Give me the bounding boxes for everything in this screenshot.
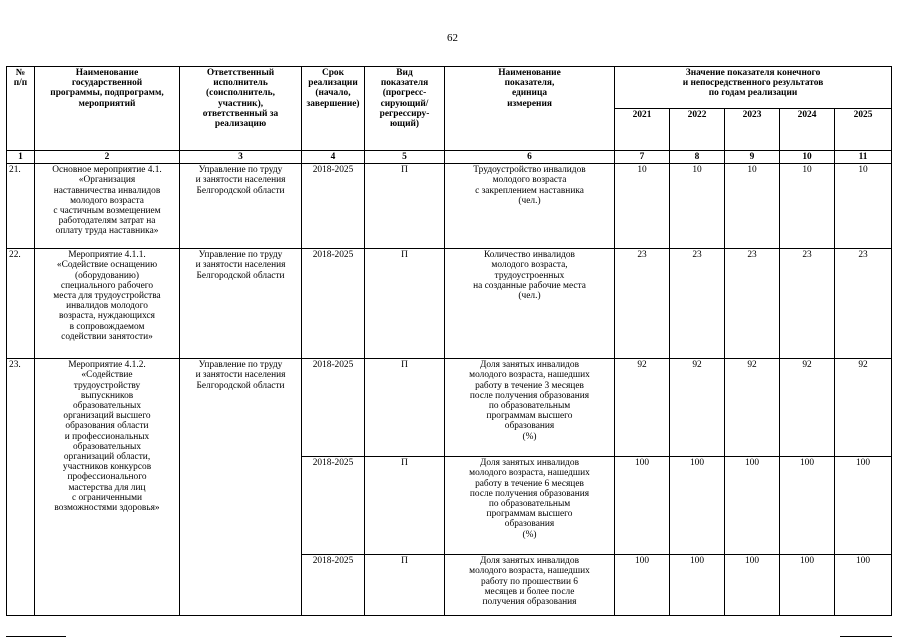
value-cell: 92 xyxy=(615,359,670,457)
value-cell: 92 xyxy=(835,359,892,457)
table-row xyxy=(7,164,892,249)
column-number: 6 xyxy=(445,151,615,164)
row-number: 21. xyxy=(7,164,35,249)
value-cell: 23 xyxy=(835,249,892,359)
value-cell: 100 xyxy=(725,555,780,616)
indicators-table xyxy=(6,66,892,616)
value-cell: 100 xyxy=(835,457,892,555)
value-cell: 92 xyxy=(670,359,725,457)
scan-edge-line-right xyxy=(840,636,892,637)
responsible-executor: Управление по труду и занятости населения Белгородской области xyxy=(180,164,302,249)
measure-name: Мероприятие 4.1.2. «Содействие трудоустройству выпускников образовательных организаций высшего образования области и профессиональных образовательных организаций области, участников конкурсов профессионального мастерства для лиц с ограниченными возможностями здоровья» xyxy=(35,359,180,616)
table-header xyxy=(7,67,892,151)
header-year: 2021 xyxy=(615,109,670,151)
column-number: 1 xyxy=(7,151,35,164)
column-number: 7 xyxy=(615,151,670,164)
value-cell: 100 xyxy=(835,555,892,616)
header-period: Срок реализации (начало, завершение) xyxy=(302,67,365,151)
header-indicator-type: Вид показателя (прогресс- сирующий/ регрессиру- ющий) xyxy=(365,67,445,151)
indicator-type: П xyxy=(365,249,445,359)
implementation-period: 2018-2025 xyxy=(302,249,365,359)
column-numbers-row xyxy=(7,151,892,164)
value-cell: 10 xyxy=(835,164,892,249)
header-year: 2023 xyxy=(725,109,780,151)
value-cell: 10 xyxy=(615,164,670,249)
column-number: 10 xyxy=(780,151,835,164)
header-year: 2024 xyxy=(780,109,835,151)
responsible-executor: Управление по труду и занятости населения Белгородской области xyxy=(180,359,302,616)
header-values-group: Значение показателя конечного и непосредственного результатов по годам реализации xyxy=(615,67,892,109)
page-number: 62 xyxy=(447,32,458,44)
indicator-name: Доля занятых инвалидов молодого возраста, нашедших работу в течение 3 месяцев после получения образования по образовательным программам высшего образования (%) xyxy=(445,359,615,457)
indicator-type: П xyxy=(365,457,445,555)
header-number: № п/п xyxy=(7,67,35,151)
indicator-name: Доля занятых инвалидов молодого возраста, нашедших работу в течение 6 месяцев после получения образования по образовательным программам высшего образования (%) xyxy=(445,457,615,555)
indicator-name: Доля занятых инвалидов молодого возраста, нашедших работу по прошествии 6 месяцев и более после получения образования xyxy=(445,555,615,616)
value-cell: 23 xyxy=(780,249,835,359)
measure-name: Мероприятие 4.1.1. «Содействие оснащению (оборудованию) специального рабочего места для трудоустройства инвалидов молодого возраста, нуждающихся в сопровождаемом содействии занятости» xyxy=(35,249,180,359)
header-program-name: Наименование государственной программы, подпрограмм, мероприятий xyxy=(35,67,180,151)
header-indicator-name: Наименование показателя, единица измерения xyxy=(445,67,615,151)
implementation-period: 2018-2025 xyxy=(302,457,365,555)
implementation-period: 2018-2025 xyxy=(302,555,365,616)
value-cell: 100 xyxy=(670,457,725,555)
indicator-name: Количество инвалидов молодого возраста, трудоустроенных на созданные рабочие места (чел.) xyxy=(445,249,615,359)
value-cell: 92 xyxy=(780,359,835,457)
measure-name: Основное мероприятие 4.1. «Организация наставничества инвалидов молодого возраста с частичным возмещением работодателям затрат на оплату труда наставника» xyxy=(35,164,180,249)
header-year: 2025 xyxy=(835,109,892,151)
column-number: 9 xyxy=(725,151,780,164)
indicator-type: П xyxy=(365,359,445,457)
column-number: 5 xyxy=(365,151,445,164)
value-cell: 10 xyxy=(780,164,835,249)
value-cell: 100 xyxy=(670,555,725,616)
value-cell: 10 xyxy=(670,164,725,249)
column-number: 11 xyxy=(835,151,892,164)
responsible-executor: Управление по труду и занятости населения Белгородской области xyxy=(180,249,302,359)
scan-edge-line-left xyxy=(6,636,66,637)
value-cell: 23 xyxy=(670,249,725,359)
value-cell: 23 xyxy=(615,249,670,359)
value-cell: 10 xyxy=(725,164,780,249)
column-number: 4 xyxy=(302,151,365,164)
value-cell: 100 xyxy=(615,555,670,616)
value-cell: 23 xyxy=(725,249,780,359)
implementation-period: 2018-2025 xyxy=(302,164,365,249)
indicator-type: П xyxy=(365,555,445,616)
header-responsible: Ответственный исполнитель (соисполнитель, участник), ответственный за реализацию xyxy=(180,67,302,151)
row-number: 22. xyxy=(7,249,35,359)
implementation-period: 2018-2025 xyxy=(302,359,365,457)
table-row xyxy=(7,249,892,359)
column-number: 3 xyxy=(180,151,302,164)
table-row xyxy=(7,359,892,457)
indicator-name: Трудоустройство инвалидов молодого возраста с закреплением наставника (чел.) xyxy=(445,164,615,249)
value-cell: 100 xyxy=(780,555,835,616)
row-number: 23. xyxy=(7,359,35,616)
indicator-type: П xyxy=(365,164,445,249)
value-cell: 100 xyxy=(615,457,670,555)
column-number: 2 xyxy=(35,151,180,164)
header-year: 2022 xyxy=(670,109,725,151)
column-number: 8 xyxy=(670,151,725,164)
value-cell: 100 xyxy=(725,457,780,555)
value-cell: 92 xyxy=(725,359,780,457)
value-cell: 100 xyxy=(780,457,835,555)
